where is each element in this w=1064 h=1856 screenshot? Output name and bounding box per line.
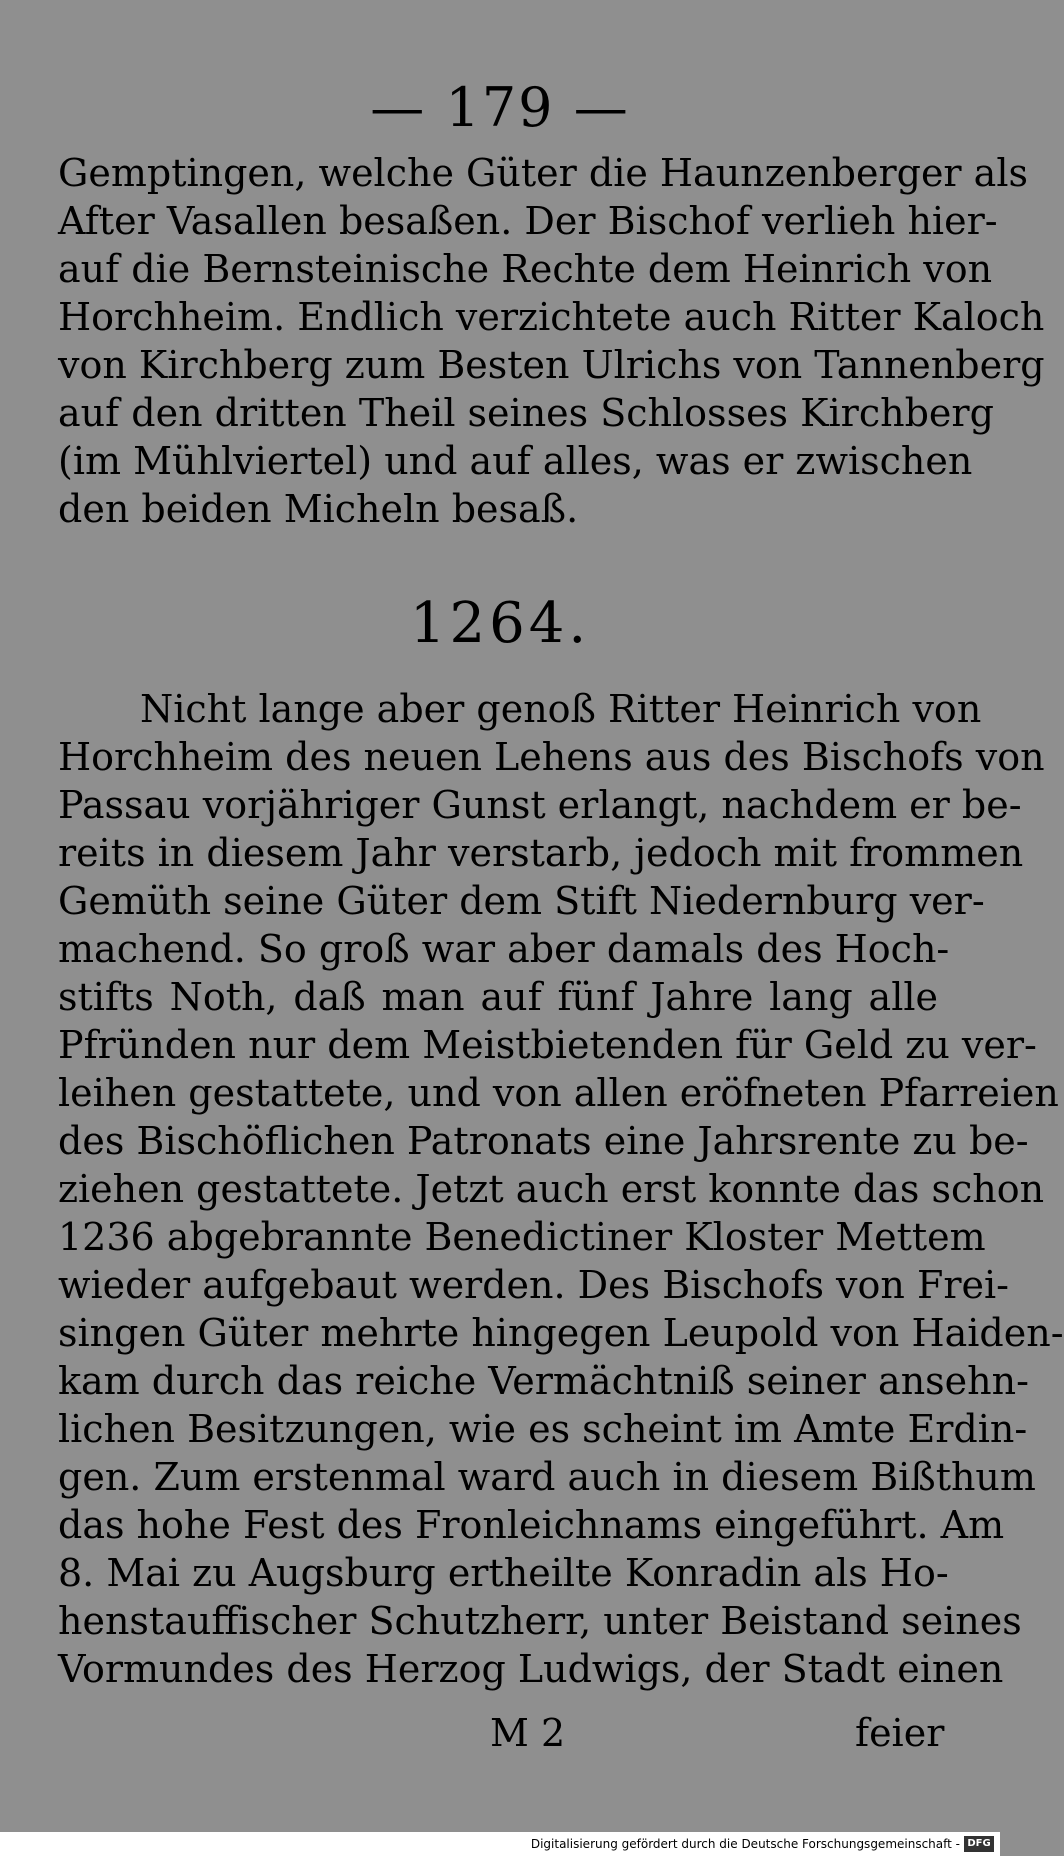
text-line: Passau vorjähriger Gunst erlangt, nachdem er be- — [58, 783, 1022, 827]
text-line: gen. Zum erstenmal ward auch in diesem Bißthum — [58, 1455, 1036, 1499]
text-line: das hohe Fest des Fronleichnams eingeführt. Am — [58, 1503, 1005, 1547]
text-line: kam durch das reiche Vermächtniß seiner ansehn- — [58, 1359, 1029, 1403]
text-line: reits in diesem Jahr verstarb, jedoch mit frommen — [58, 831, 1024, 875]
text-line: wieder aufgebaut werden. Des Bischofs von Frei- — [58, 1263, 1009, 1307]
text-line: stifts Noth, daß man auf fünf Jahre lang alle — [58, 975, 938, 1019]
text-line: ziehen gestattete. Jetzt auch erst konnte das schon — [58, 1167, 1045, 1211]
text-line: von Kirchberg zum Besten Ulrichs von Tannenberg — [58, 343, 1045, 387]
text-line: (im Mühlviertel) und auf alles, was er zwischen — [58, 439, 973, 483]
text-line: auf den dritten Theil seines Schlosses Kirchberg — [58, 391, 994, 435]
catchword: feier — [855, 1711, 945, 1755]
section-year-heading: 1264. — [409, 591, 591, 656]
text-line: Vormundes des Herzog Ludwigs, der Stadt einen — [58, 1647, 1004, 1691]
text-line: Horchheim des neuen Lehens aus des Bischofs von — [58, 735, 1045, 779]
digitization-footer — [0, 1832, 1000, 1856]
text-line: Nicht lange aber genoß Ritter Heinrich von — [140, 687, 982, 731]
text-line: lichen Besitzungen, wie es scheint im Amte Erdin- — [58, 1407, 1028, 1451]
text-line: After Vasallen besaßen. Der Bischof verlieh hier- — [58, 199, 998, 243]
text-line: leihen gestattete, und von allen eröfneten Pfarreien — [58, 1071, 1059, 1115]
digitization-note: Digitalisierung gefördert durch die Deutsche Forschungsgemeinschaft - — [530, 1837, 960, 1851]
text-line: Gemptingen, welche Güter die Haunzenberger als — [58, 151, 1028, 195]
page-number-header: — 179 — — [370, 76, 630, 139]
dfg-logo-icon: DFG — [964, 1836, 994, 1852]
text-line: Pfründen nur dem Meistbietenden für Geld zu ver- — [58, 1023, 1037, 1067]
text-line: 1236 abgebrannte Benedictiner Kloster Mettem — [58, 1215, 986, 1259]
text-line: den beiden Micheln besaß. — [58, 487, 579, 531]
text-line: machend. So groß war aber damals des Hoch- — [58, 927, 950, 971]
text-line: 8. Mai zu Augsburg ertheilte Konradin als Ho- — [58, 1551, 949, 1595]
text-line: Gemüth seine Güter dem Stift Niedernburg ver- — [58, 879, 985, 923]
text-line: auf die Bernsteinische Rechte dem Heinrich von — [58, 247, 993, 291]
text-line: henstauffischer Schutzherr, unter Beistand seines — [58, 1599, 1022, 1643]
text-line: des Bischöflichen Patronats eine Jahrsrente zu be- — [58, 1119, 1029, 1163]
sheet-signature: M 2 — [490, 1711, 566, 1755]
text-line: Horchheim. Endlich verzichtete auch Ritter Kaloch — [58, 295, 1045, 339]
text-line: singen Güter mehrte hingegen Leupold von Haiden- — [58, 1311, 1064, 1355]
